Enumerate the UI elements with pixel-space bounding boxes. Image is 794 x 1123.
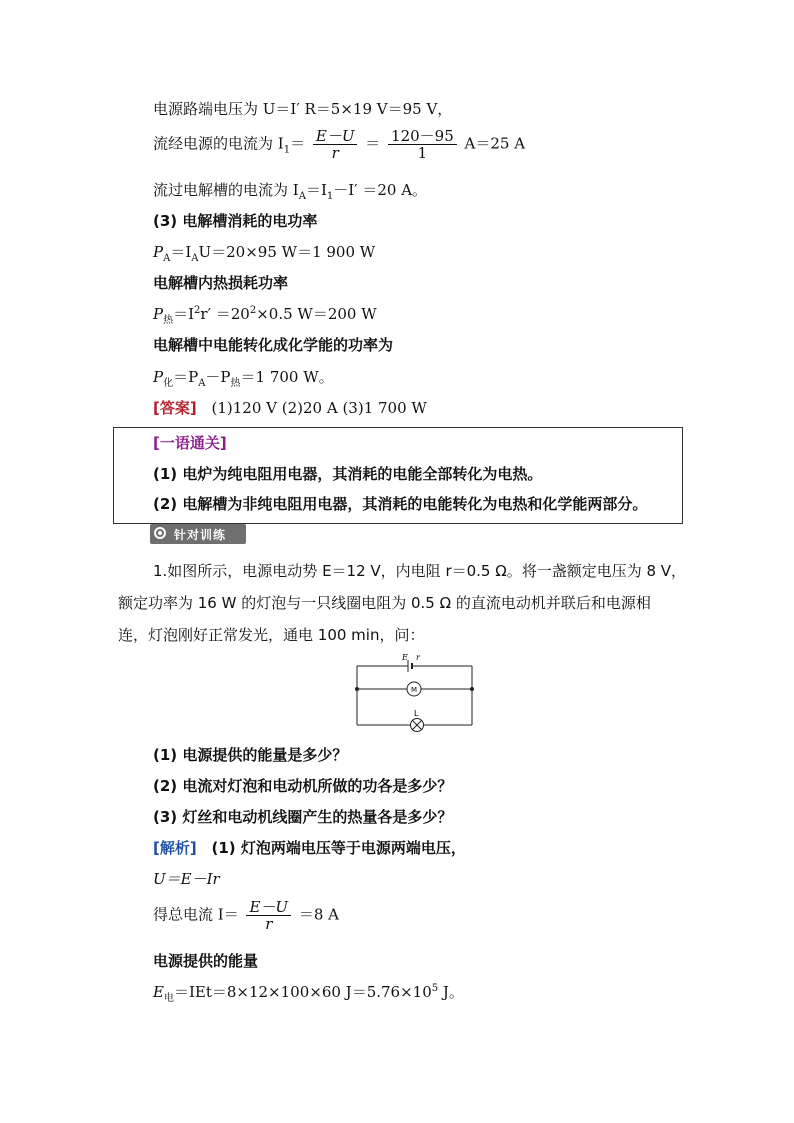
superscript: 2 <box>194 305 201 316</box>
text: P <box>153 368 164 386</box>
subscript: A <box>198 378 206 389</box>
subscript: 1 <box>326 191 334 202</box>
analysis-line-1 <box>153 837 466 858</box>
question-2: (2) 电流对灯泡和电动机所做的功各是多少？ <box>153 777 453 795</box>
problem-line-1: 1.如图所示，电源电动势 E＝12 V，内电阻 r＝0.5 Ω。将一盏额定电压为 8 V， <box>153 562 687 580</box>
question-3: (3) 灯丝和电动机线圈产生的热量各是多少？ <box>153 808 453 826</box>
subscript: A <box>191 253 199 264</box>
superscript: 2 <box>249 305 257 316</box>
text: ＝I <box>173 305 195 323</box>
text: P <box>153 305 164 323</box>
text: ＝ <box>365 134 381 153</box>
text: 流过电解槽的电流为 I <box>153 181 299 199</box>
practice-tag <box>150 524 246 544</box>
text: ＝1 700 W。 <box>240 368 334 386</box>
analysis-tag: [解析] <box>153 839 197 857</box>
text: A＝25 A <box>464 134 526 153</box>
summary-title: [一语通关] <box>153 434 227 452</box>
text: －P <box>205 368 231 386</box>
subscript: 1 <box>283 144 291 156</box>
text: ＝IEt＝8×12×100×60 J＝5.76×10 <box>173 983 432 1001</box>
answer-line <box>153 397 427 418</box>
summary-line-1: (1) 电炉为纯电阻用电器，其消耗的电能全部转化为电热。 <box>153 465 543 483</box>
text: E <box>153 983 164 1001</box>
text: P <box>153 243 164 261</box>
problem-line-3: 连，灯泡刚好正常发光，通电 100 min，问： <box>118 626 425 644</box>
label-l: L <box>414 709 419 718</box>
text: r′ ＝20 <box>200 305 250 323</box>
cell-current-line <box>153 179 427 202</box>
power-a-line <box>153 241 375 264</box>
subscript: 热 <box>163 315 174 326</box>
analysis-line-2: U＝E－Ir <box>153 870 220 888</box>
denominator: 1 <box>417 144 428 162</box>
circuit-diagram <box>350 650 480 736</box>
analysis-text: (1) 灯泡两端电压等于电源两端电压， <box>211 839 466 857</box>
text: ＝ <box>290 134 306 153</box>
chem-line <box>153 366 334 389</box>
analysis-line-4: 电源提供的能量 <box>153 952 259 970</box>
text: 流经电源的电流为 I <box>153 134 284 153</box>
superscript: 5 <box>431 983 439 994</box>
problem-line-2: 额定功率为 16 W 的灯泡与一只线圈电阻为 0.5 Ω 的直流电动机并联后和电源相 <box>118 594 651 612</box>
text: 电源路端电压为 U＝I′ R＝5×19 V＝95 V， <box>153 100 453 118</box>
numerator: E－U <box>313 128 358 145</box>
fraction <box>388 128 457 161</box>
analysis-line-5 <box>153 981 464 1004</box>
practice-tag-label: 针对训练 <box>174 528 227 542</box>
label-r: r <box>416 653 420 662</box>
terminal-voltage-line <box>153 98 452 119</box>
answer-text: (1)120 V (2)20 A (3)1 700 W <box>211 399 427 417</box>
text: 得总电流 I＝ <box>153 905 239 924</box>
text: －I′ ＝20 A。 <box>333 181 428 199</box>
label-e: E <box>402 653 408 662</box>
subscript: A <box>163 253 171 264</box>
part3-heading: (3) 电解槽消耗的电功率 <box>153 212 318 230</box>
source-current-line <box>153 128 525 161</box>
heat-line <box>153 303 377 326</box>
junction-right <box>470 687 474 691</box>
text: ＝P <box>173 368 199 386</box>
text: ＝I <box>305 181 327 199</box>
fraction <box>246 899 291 932</box>
denominator: r <box>265 915 273 933</box>
label-m: M <box>411 686 418 694</box>
summary-line-2: (2) 电解槽为非纯电阻用电器，其消耗的电能转化为电热和化学能两部分。 <box>153 495 648 513</box>
target-icon <box>154 527 166 539</box>
text: ×0.5 W＝200 W <box>256 305 377 323</box>
subscript: 热 <box>230 378 241 389</box>
analysis-line-3 <box>153 899 339 932</box>
text: U＝20×95 W＝1 900 W <box>198 243 376 261</box>
text: J。 <box>438 983 464 1001</box>
chem-heading: 电解槽中电能转化成化学能的功率为 <box>153 336 394 354</box>
text: ＝8 A <box>298 905 340 924</box>
numerator: 120－95 <box>388 128 457 145</box>
text: ＝I <box>170 243 192 261</box>
question-1: (1) 电源提供的能量是多少？ <box>153 746 348 764</box>
answer-tag: [答案] <box>153 399 197 417</box>
numerator: E－U <box>246 899 291 916</box>
subscript: A <box>298 191 306 202</box>
subscript: 化 <box>163 378 174 389</box>
denominator: r <box>331 144 339 162</box>
junction-left <box>355 687 359 691</box>
subscript: 电 <box>163 993 174 1004</box>
fraction <box>313 128 358 161</box>
heat-heading: 电解槽内热损耗功率 <box>153 274 289 292</box>
